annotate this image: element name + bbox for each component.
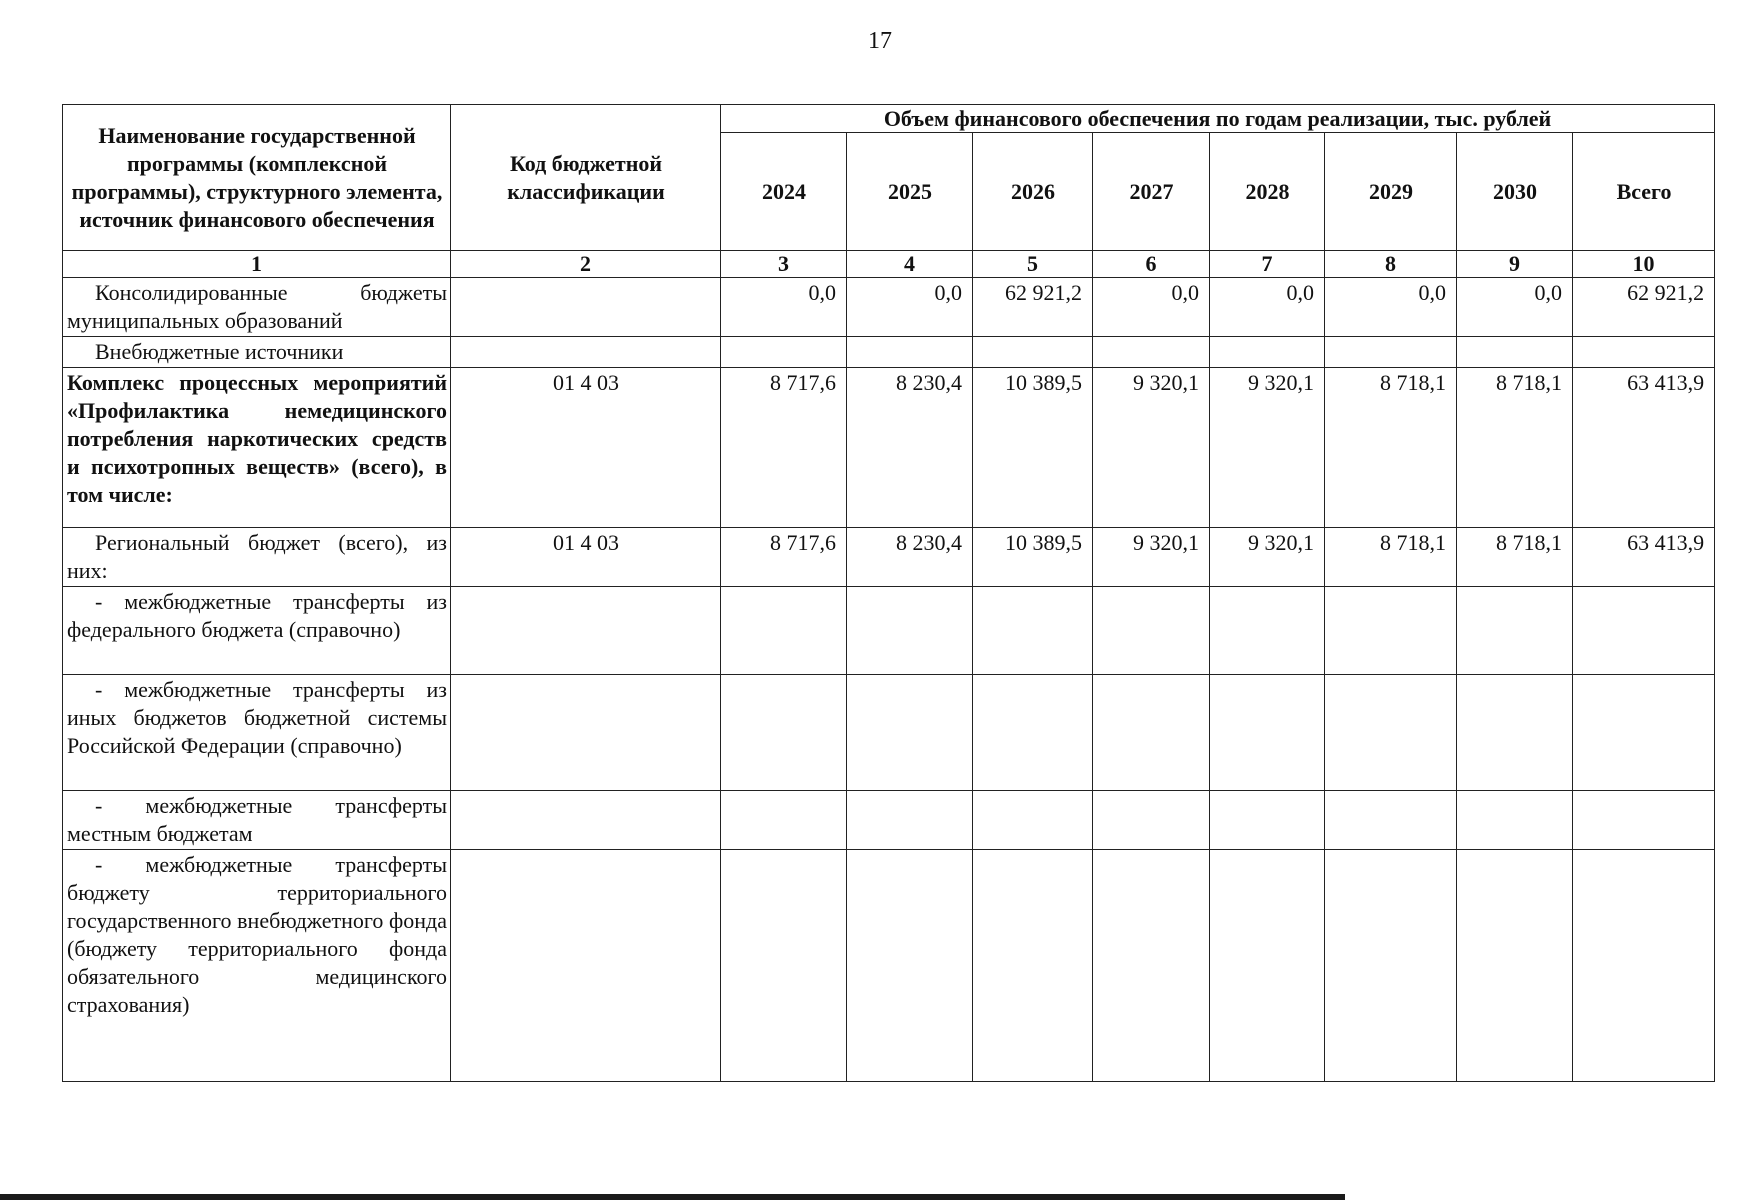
row-code-cell xyxy=(451,587,721,675)
row-value-cell xyxy=(1457,337,1573,368)
row-code-cell xyxy=(451,850,721,1082)
row-total-cell: 63 413,9 xyxy=(1573,368,1715,528)
row-value-cell xyxy=(721,675,847,791)
row-name-cell: - межбюджетные трансферты местным бюджетам xyxy=(63,791,451,850)
column-index: 1 xyxy=(63,251,451,278)
row-value-cell: 10 389,5 xyxy=(973,368,1093,528)
row-value-cell: 8 230,4 xyxy=(847,528,973,587)
row-value-cell xyxy=(721,791,847,850)
row-value-cell: 0,0 xyxy=(721,278,847,337)
row-value-cell xyxy=(721,337,847,368)
header-name-column: Наименование государственной программы (комплексной программы), структурного элемента, источник финансового обеспечения xyxy=(63,105,451,251)
row-code-cell: 01 4 03 xyxy=(451,368,721,528)
row-value-cell xyxy=(1210,337,1325,368)
row-value-cell xyxy=(1325,791,1457,850)
table-row xyxy=(63,791,1715,850)
row-value-cell xyxy=(1325,675,1457,791)
column-index: 6 xyxy=(1093,251,1210,278)
row-total-cell xyxy=(1573,675,1715,791)
row-value-cell xyxy=(1325,850,1457,1082)
header-year: 2029 xyxy=(1325,133,1457,251)
row-value-cell: 8 718,1 xyxy=(1457,368,1573,528)
row-value-cell xyxy=(847,337,973,368)
row-value-cell xyxy=(721,850,847,1082)
row-value-cell xyxy=(1210,791,1325,850)
row-value-cell xyxy=(1457,587,1573,675)
row-code-cell xyxy=(451,675,721,791)
table-row xyxy=(63,675,1715,791)
column-index: 9 xyxy=(1457,251,1573,278)
row-value-cell: 0,0 xyxy=(1210,278,1325,337)
row-value-cell xyxy=(973,337,1093,368)
row-value-cell xyxy=(973,587,1093,675)
header-year: 2028 xyxy=(1210,133,1325,251)
column-index: 5 xyxy=(973,251,1093,278)
table-row xyxy=(63,368,1715,528)
row-value-cell: 0,0 xyxy=(1093,278,1210,337)
row-name-cell: Консолидированные бюджеты муниципальных образований xyxy=(63,278,451,337)
row-code-cell: 01 4 03 xyxy=(451,528,721,587)
row-total-cell: 63 413,9 xyxy=(1573,528,1715,587)
row-code-cell xyxy=(451,337,721,368)
row-value-cell xyxy=(1210,675,1325,791)
header-year: 2027 xyxy=(1093,133,1210,251)
row-value-cell: 8 718,1 xyxy=(1325,528,1457,587)
row-value-cell: 9 320,1 xyxy=(1210,368,1325,528)
row-value-cell: 8 718,1 xyxy=(1457,528,1573,587)
row-value-cell xyxy=(1325,337,1457,368)
table-body xyxy=(63,278,1715,1082)
row-value-cell xyxy=(847,791,973,850)
table-row xyxy=(63,528,1715,587)
row-value-cell xyxy=(1210,587,1325,675)
row-name-cell: - межбюджетные трансферты из иных бюджетов бюджетной системы Российской Федерации (справочно) xyxy=(63,675,451,791)
row-value-cell xyxy=(1093,587,1210,675)
column-index-row xyxy=(63,251,1715,278)
row-value-cell: 62 921,2 xyxy=(973,278,1093,337)
scan-edge-bar xyxy=(0,1194,1345,1200)
row-value-cell xyxy=(973,850,1093,1082)
row-value-cell: 0,0 xyxy=(847,278,973,337)
row-name-cell: Региональный бюджет (всего), из них: xyxy=(63,528,451,587)
row-total-cell xyxy=(1573,337,1715,368)
row-value-cell xyxy=(721,587,847,675)
row-value-cell: 10 389,5 xyxy=(973,528,1093,587)
column-index: 7 xyxy=(1210,251,1325,278)
row-value-cell: 8 230,4 xyxy=(847,368,973,528)
column-index: 3 xyxy=(721,251,847,278)
row-code-cell xyxy=(451,278,721,337)
header-row xyxy=(63,105,1715,133)
row-total-cell: 62 921,2 xyxy=(1573,278,1715,337)
row-value-cell xyxy=(973,791,1093,850)
row-total-cell xyxy=(1573,850,1715,1082)
table-row xyxy=(63,278,1715,337)
row-value-cell xyxy=(1457,791,1573,850)
header-total: Всего xyxy=(1573,133,1715,251)
row-value-cell xyxy=(1093,675,1210,791)
row-value-cell xyxy=(973,675,1093,791)
row-value-cell xyxy=(1457,850,1573,1082)
column-index: 10 xyxy=(1573,251,1715,278)
column-index: 8 xyxy=(1325,251,1457,278)
row-value-cell: 9 320,1 xyxy=(1210,528,1325,587)
row-value-cell: 0,0 xyxy=(1325,278,1457,337)
row-name-cell: - межбюджетные трансферты из федерального бюджета (справочно) xyxy=(63,587,451,675)
table-row xyxy=(63,337,1715,368)
row-value-cell xyxy=(1093,791,1210,850)
page-number: 17 xyxy=(868,28,892,54)
row-total-cell xyxy=(1573,791,1715,850)
row-value-cell xyxy=(847,850,973,1082)
header-funding-group: Объем финансового обеспечения по годам реализации, тыс. рублей xyxy=(721,105,1715,133)
row-value-cell xyxy=(1093,850,1210,1082)
row-value-cell xyxy=(847,675,973,791)
budget-table xyxy=(62,104,1715,1082)
header-year: 2026 xyxy=(973,133,1093,251)
row-value-cell xyxy=(1093,337,1210,368)
row-code-cell xyxy=(451,791,721,850)
header-year: 2024 xyxy=(721,133,847,251)
row-name-cell: - межбюджетные трансферты бюджету территориального государственного внебюджетного фонда (бюджету территориального фонда обязательного медицинского страхования) xyxy=(63,850,451,1082)
row-value-cell: 8 718,1 xyxy=(1325,368,1457,528)
row-value-cell xyxy=(1210,850,1325,1082)
row-name-cell: Комплекс процессных мероприятий «Профилактика немедицинского потребления наркотических средств и психотропных веществ» (всего), в том числе: xyxy=(63,368,451,528)
table-row xyxy=(63,587,1715,675)
table-row xyxy=(63,850,1715,1082)
header-year: 2025 xyxy=(847,133,973,251)
column-index: 4 xyxy=(847,251,973,278)
row-total-cell xyxy=(1573,587,1715,675)
column-index: 2 xyxy=(451,251,721,278)
row-value-cell: 8 717,6 xyxy=(721,368,847,528)
row-value-cell: 9 320,1 xyxy=(1093,528,1210,587)
row-value-cell: 0,0 xyxy=(1457,278,1573,337)
row-value-cell: 8 717,6 xyxy=(721,528,847,587)
row-value-cell xyxy=(1457,675,1573,791)
row-name-cell: Внебюджетные источники xyxy=(63,337,451,368)
row-value-cell xyxy=(847,587,973,675)
header-year: 2030 xyxy=(1457,133,1573,251)
row-value-cell: 9 320,1 xyxy=(1093,368,1210,528)
header-code-column: Код бюджетной классификации xyxy=(451,105,721,251)
row-value-cell xyxy=(1325,587,1457,675)
